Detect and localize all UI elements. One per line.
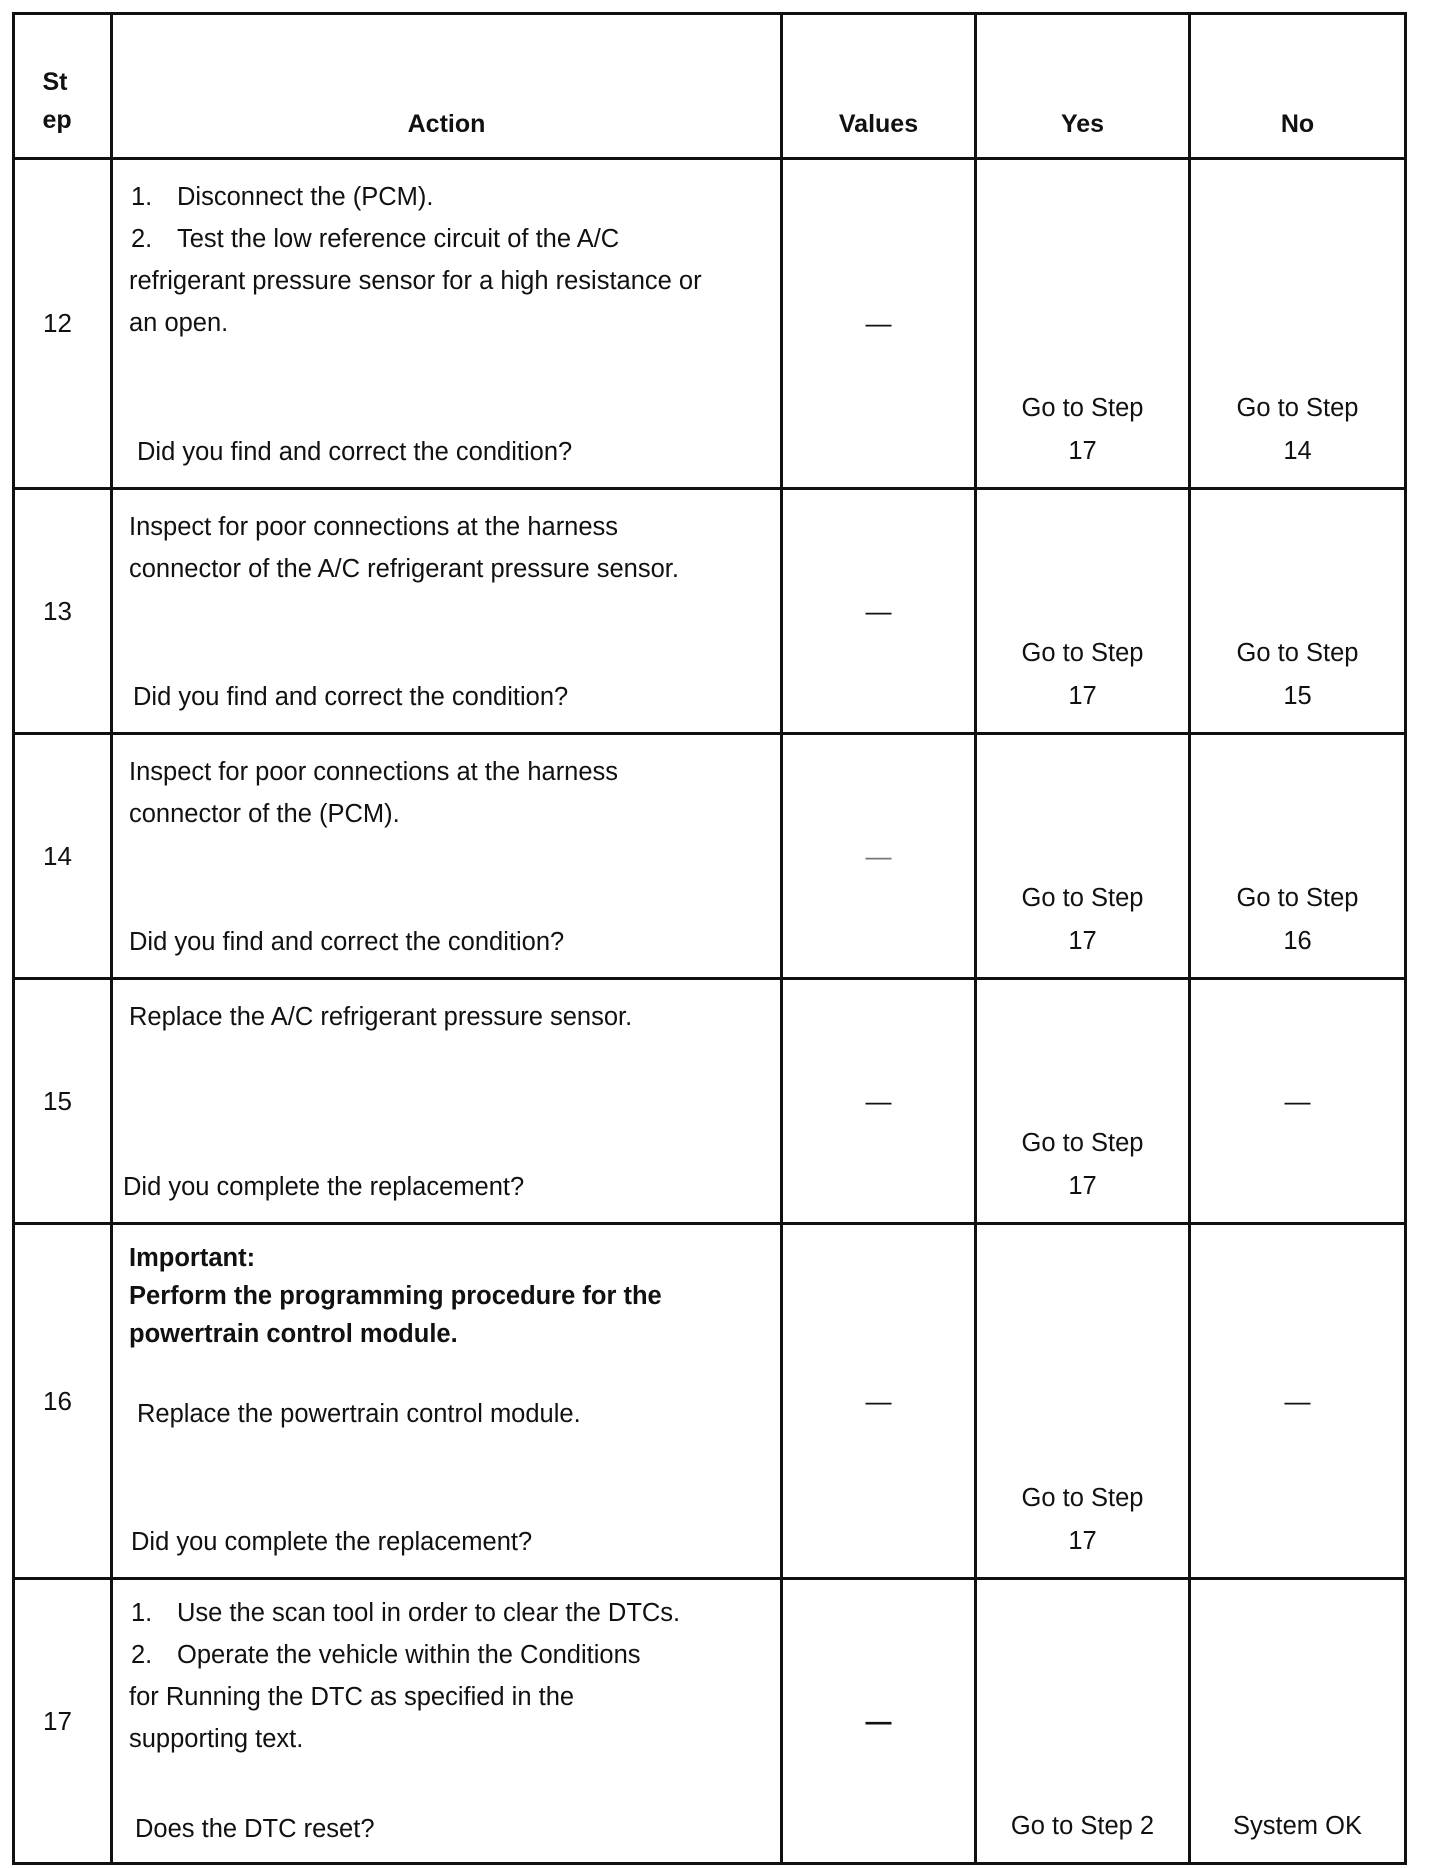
action-cell [112, 159, 782, 489]
no-line2: 14 [1283, 437, 1312, 465]
yes-line2: 17 [1068, 682, 1097, 710]
action-line: Replace the powertrain control module. [137, 1400, 581, 1428]
yes-cell: Go to Step 2 [976, 1579, 1190, 1864]
table-row [14, 489, 1406, 734]
action-line: supporting text. [129, 1725, 304, 1753]
header-action: Action [112, 14, 782, 159]
yes-line1: Go to Step [1021, 394, 1144, 422]
no-cell [1190, 489, 1406, 734]
step-number: 15 [14, 979, 112, 1224]
yes-line1: Go to Step [1021, 639, 1144, 667]
step-number: 12 [14, 159, 112, 489]
values-cell: — [782, 159, 976, 489]
yes-line2: 17 [1068, 1527, 1097, 1555]
action-question: Did you find and correct the condition? [129, 928, 565, 956]
header-values: Values [782, 14, 976, 159]
header-step-line2: ep [42, 106, 72, 134]
no-cell [1190, 734, 1406, 979]
values-cell: — [782, 1579, 976, 1864]
yes-cell [976, 979, 1190, 1224]
no-cell: System OK [1190, 1579, 1406, 1864]
yes-line1: Go to Step [1021, 1484, 1144, 1512]
action-question: Did you complete the replacement? [123, 1173, 525, 1201]
action-cell [112, 489, 782, 734]
no-cell: — [1190, 1224, 1406, 1579]
yes-cell [976, 1224, 1190, 1579]
action-line: connector of the A/C refrigerant pressure sensor. [129, 555, 679, 583]
important-label: Important: [129, 1244, 256, 1272]
yes-line2: 17 [1068, 1172, 1097, 1200]
header-no: No [1190, 14, 1406, 159]
diagnostic-table [12, 12, 1407, 1865]
action-line: Replace the A/C refrigerant pressure sensor. [129, 1003, 633, 1031]
action-line: an open. [129, 309, 229, 337]
action-line: for Running the DTC as specified in the [129, 1683, 575, 1711]
no-line1: Go to Step [1236, 394, 1359, 422]
values-cell: — [782, 1224, 976, 1579]
action-line: 2. Test the low reference circuit of the A/C [131, 225, 620, 253]
no-cell: — [1190, 979, 1406, 1224]
no-line2: 15 [1283, 682, 1312, 710]
step-number: 17 [14, 1579, 112, 1864]
action-question: Did you complete the replacement? [131, 1528, 533, 1556]
table-row [14, 1224, 1406, 1579]
action-line: refrigerant pressure sensor for a high resistance or [129, 267, 702, 295]
action-cell [112, 1579, 782, 1864]
important-line: powertrain control module. [129, 1320, 458, 1348]
header-step-line1: St [42, 68, 68, 96]
action-question: Did you find and correct the condition? [137, 438, 573, 466]
action-line: Inspect for poor connections at the harness [129, 758, 619, 786]
no-line2: 16 [1283, 927, 1312, 955]
values-cell: — [782, 734, 976, 979]
yes-cell [976, 734, 1190, 979]
table-row [14, 734, 1406, 979]
no-line1: Go to Step [1236, 639, 1359, 667]
table-row [14, 159, 1406, 489]
step-number: 14 [14, 734, 112, 979]
action-question: Does the DTC reset? [135, 1815, 375, 1843]
header-step [14, 14, 112, 159]
action-line: Inspect for poor connections at the harness [129, 513, 619, 541]
yes-cell [976, 159, 1190, 489]
values-cell: — [782, 979, 976, 1224]
table-row [14, 979, 1406, 1224]
yes-line2: 17 [1068, 927, 1097, 955]
step-number: 16 [14, 1224, 112, 1579]
header-row [14, 14, 1406, 159]
yes-line2: 17 [1068, 437, 1097, 465]
action-cell [112, 979, 782, 1224]
important-line: Perform the programming procedure for the [129, 1282, 662, 1310]
action-cell [112, 734, 782, 979]
action-line: 1. Disconnect the (PCM). [131, 183, 434, 211]
action-line: connector of the (PCM). [129, 800, 400, 828]
no-cell [1190, 159, 1406, 489]
step-number: 13 [14, 489, 112, 734]
values-cell: — [782, 489, 976, 734]
table-row [14, 1579, 1406, 1864]
no-line1: Go to Step [1236, 884, 1359, 912]
yes-line1: Go to Step [1021, 884, 1144, 912]
action-line: 1. Use the scan tool in order to clear the DTCs. [131, 1599, 681, 1627]
header-yes: Yes [976, 14, 1190, 159]
action-question: Did you find and correct the condition? [133, 683, 569, 711]
yes-cell [976, 489, 1190, 734]
yes-line1: Go to Step [1021, 1129, 1144, 1157]
action-cell [112, 1224, 782, 1579]
action-line: 2. Operate the vehicle within the Conditions [131, 1641, 641, 1669]
